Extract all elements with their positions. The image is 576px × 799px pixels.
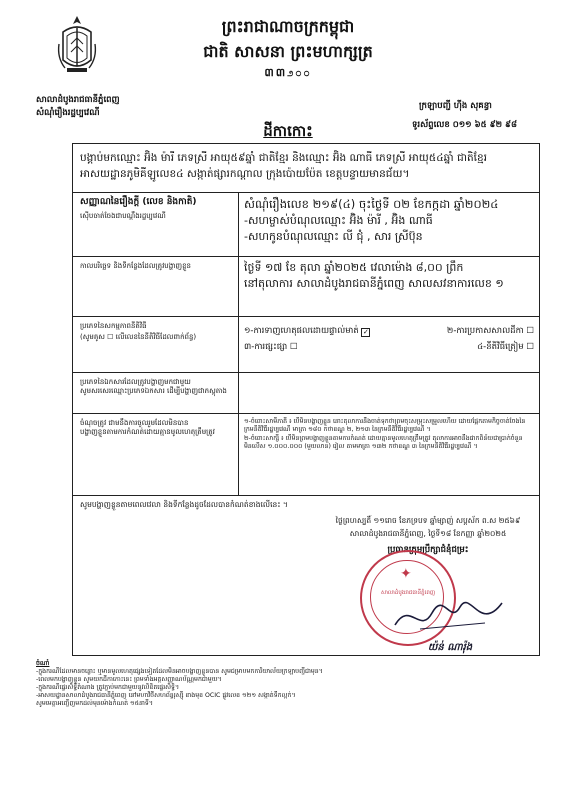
case-reference-label: សញ្ញាណនៃរឿងក្តី (លេខ និងកាតិ) (80, 197, 197, 207)
procedure-type-label: ប្រភេទនៃសកម្មភាពនីតិវិធី (80, 322, 147, 330)
debtors: -សហកូនបំណុលឈ្មោះ លី ជុំ , សារ ស្រីប៊ុន (244, 229, 423, 243)
case-reference-sublabel: ស៊ើបចាត់ចែងជាបណ្តឹងរដ្ឋប្បវេណី (80, 211, 166, 220)
title-ornament: ៣៣೨೦೦ (264, 66, 312, 79)
checked-box-icon[interactable]: ✓ (362, 328, 369, 336)
consequence-witness: ២-ចំពោះសាក្សី ៖ បើមិនព្រមបង្ហាញខ្លួនតាមការកំណត់ ដោយគ្មានមូលហេតុត្រឹមត្រូវ តុលាការអាចនឹងផាកពិន័យជាប្រាក់ចំនួនមិនលើស ១.០០០.០០០ (មួយលាន) រៀល តាមមាត្រា ១៣២ កថាខណ្ឌ ៣ នៃក្រមនីតិវិធីរដ្ឋប្បវេណី ។ (244, 435, 523, 451)
summons-addressee: បង្គាប់មកឈ្មោះ អ៊ិង ម៉ារី ភេទស្រី អាយុ៥៩ឆ្នាំ ជាតិខ្មែរ និងឈ្មោះ អ៊ិង ណាធី ភេទស្រី អាយុ៥៤ឆ្នាំ ជាតិខ្មែរ អាសយដ្ឋានភូមិគីឡូលេខ៤ សង្កាត់ផ្សារកណ្តាល ក្រុងប៉ោយប៉ែត ខេត្តបន្ទាយមានជ័យ។ (80, 152, 487, 181)
case-type: សំណុំរឿងរដ្ឋប្បវេណី (36, 108, 100, 118)
coat-of-arms (55, 14, 99, 76)
kingdom-heading: ព្រះរាជាណាចក្រកម្ពុជា (221, 17, 355, 36)
national-motto: ជាតិ សាសនា ព្រះមហាក្សត្រ (203, 42, 373, 61)
consequences-sublabel: បង្ហាញខ្លួនតាមការកំណត់ដោយគ្មានមូលហេតុត្រឹមត្រូវ (80, 428, 215, 437)
option-conciliation[interactable]: ៣-ការផ្សះផ្សា ☐ (244, 342, 298, 353)
evidence-docs-label: ប្រភេទនៃឯកសារដែលត្រូវបង្ហាញមកជាមួយ (80, 378, 191, 386)
consequences-label: ចំណុចត្រូវ ជាមនឹងការចូលរួមដែលមិនបាន (80, 419, 189, 427)
hearing-datetime: ថ្ងៃទី ១៧ ខែ តុលា ឆ្នាំ២០២៥ វេលាម៉ោង ៨,០០ ព្រឹក (244, 261, 464, 274)
document-title: ដីកាកោះ (263, 122, 313, 140)
clerk-phone: ទូរស័ព្ទលេខ ០១១ ៦៥ ៩២ ៩៨ (412, 120, 518, 130)
footnote-line: -ពេលមកបង្ហាញខ្លួន សូមយកដីកាកោះនេះ ព្រមទាំងអត្តសញ្ញាណប័ណ្ណមកជាមួយ។ (36, 676, 222, 684)
court-name: សាលាដំបូងរាជធានីភ្នំពេញ (36, 95, 120, 105)
footnote-line: -ក្នុងករណីដែលមានចន្លោះ ឬមានមូលហេតុផ្សេងទៀតដែលមិនអាចបង្ហាញខ្លួនបាន សូមជម្រាបមកការិយាល័យក្រឡាបញ្ជីជាមុន។ (36, 668, 323, 676)
footnotes (36, 660, 541, 708)
footnote-heading: ចំណាំ (36, 660, 50, 667)
royal-coat-of-arms-icon (55, 14, 99, 76)
footnote-line: សូមមេត្តាអញ្ជើញមកដល់មុនម៉ោងកំណត់ ១៥នាទី។ (36, 700, 153, 708)
appearance-request: សូមបង្ហាញខ្លួនតាមពេលវេលា និងទីកន្លែងដូចដែលបានកំណត់ខាងលើនេះ ។ (80, 500, 288, 509)
evidence-docs-sublabel: សូមសរសេរឈ្មោះប្រភេទឯកសារ ដើម្បីបង្ហាញជាភស្តុតាង (80, 387, 227, 396)
lunar-date: ថ្ងៃព្រហស្បតិ៍ ១១រោច ខែភទ្របទ ឆ្នាំម្សាញ់ សប្តស័ក ព.ស ២៥៦៩ (335, 516, 521, 525)
option-judgment-announcement[interactable]: ២-ការប្រកាសសាលដីកា ☐ (446, 326, 534, 336)
signature (390, 595, 510, 639)
signer-name: យ៉ន់ ណារ៉ុង (427, 642, 473, 653)
clerk-name: ក្រឡាបញ្ជី ហ៊ីង សុគន្ធា (419, 101, 492, 111)
procedure-type-sublabel: (សូមគូស ☐ លើលេខនៃនីតិវិធីដែលពាក់ព័ន្ធ) (80, 333, 197, 342)
option-oral-argument[interactable]: ១-ការទាញហេតុផលដោយផ្ទាល់មាត់ ✓ (244, 326, 369, 336)
signer-role: ប្រធានក្រុមប្រឹក្សាជំនុំជម្រះ (387, 545, 469, 555)
stamp-text: សាលាដំបូងរាជធានីភ្នំពេញ (380, 590, 436, 596)
footnote-line: -អាសយដ្ឋានសាលាដំបូងរាជធានីភ្នំពេញ នៅមហាវិថីសហព័ន្ធរុស្ស៊ី ខាងមុខ OCIC ផ្លូវលេខ ១២១ សង្កាត់ទឹកល្អក់។ (36, 692, 296, 700)
creditors: -សហម្ចាស់បំណុលឈ្មោះ អ៊ិង ម៉ារី , អ៊ិង ណាធី (244, 213, 433, 227)
hearing-venue: នៅតុលាការ សាលាដំបូងរាជធានីភ្នំពេញ សាលសវនាការលេខ ១ (244, 276, 504, 290)
issue-date: សាលាដំបូងរាជធានីភ្នំពេញ, ថ្ងៃទី១៨ ខែកញ្ញា ឆ្នាំ២០២៥ (349, 529, 507, 538)
consequence-party: ១-ចំពោះសាមីភាគី ៖ បើមិនបង្ហាញខ្លួន នោះតុលាការនឹងចាត់ទុកថាព្រមចុះសម្រុះសម្រួលហើយ ដោយផ្អែកតាមកិច្ចចាត់ចែងនៃក្រមនីតិវិធីរដ្ឋប្បវេណី មាត្រា ១៨០ កថាខណ្ឌ ២, ២១៣ នៃក្រមនីតិវិធីរដ្ឋប្បវេណី ។ (244, 418, 526, 434)
hearing-time-label: កាលបរិច្ឆេទ និងទីកន្លែងដែលត្រូវបង្ហាញខ្លួន (80, 262, 191, 270)
footnote-line: -ក្នុងករណីផ្ទេរសិទ្ធិតំណាង ត្រូវភ្ជាប់មកជាមួយនូវលិខិតផ្ទេរសិទ្ធិ។ (36, 684, 180, 692)
case-number: សំណុំរឿងលេខ ២១៩(៤) ចុះថ្ងៃទី ០២ ខែកក្កដា ឆ្នាំ២០២៤ (244, 197, 499, 211)
option-preparatory-procedure[interactable]: ៤-នីតិវិធីត្រៀម ☐ (477, 342, 534, 353)
stamp-emblem-icon: ✦ (400, 566, 412, 582)
